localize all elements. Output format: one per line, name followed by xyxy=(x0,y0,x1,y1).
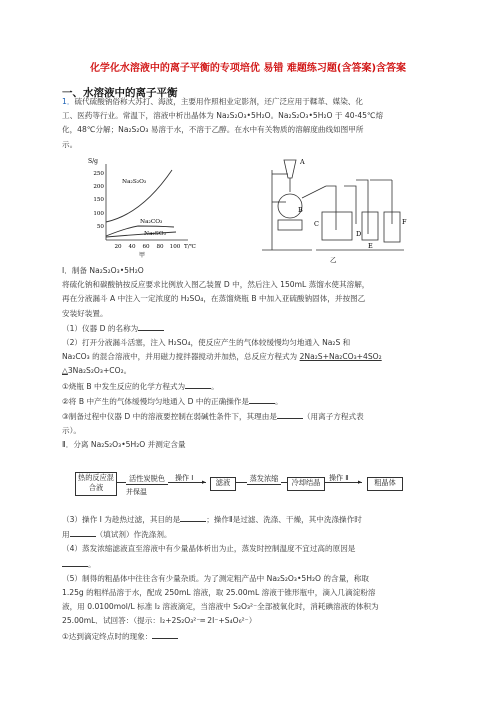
section-heading: 一、水溶液中的离子平衡 xyxy=(62,87,178,99)
equation-end: 。 xyxy=(123,366,132,376)
xtick-20: 20 xyxy=(114,244,122,250)
part-2-questions xyxy=(62,512,434,644)
flow-step-keep-warm: 并保温 xyxy=(126,488,147,496)
flow-step-decolor: 活性炭脱色 xyxy=(126,474,168,485)
graph-ylabel: S/g xyxy=(88,158,98,165)
graph-xticks xyxy=(114,244,180,250)
sub-question-2-c3-tail: （用离子方程式表 xyxy=(302,412,364,422)
label-a: A xyxy=(300,158,305,166)
intro-line-1: 硫代硫酸钠俗称大苏打、海波，主要用作照相业定影剂，还广泛应用于鞣革、媒染、化 xyxy=(74,97,363,106)
flow-box-cool-crystallize: 冷却结晶 xyxy=(287,477,325,491)
sub-question-5-line-3: 液，用 0.0100mol/L 标准 I₂ 溶液滴定，当溶液中 S₂O₃²⁻全部被氧化时，消耗碘溶液的体积为 xyxy=(62,602,379,612)
question-number: 1． xyxy=(62,97,75,106)
flow-op-2: 操作 Ⅱ xyxy=(329,474,349,482)
answer-blank-5[interactable] xyxy=(180,512,206,522)
flow-box-crude-crystal: 粗晶体 xyxy=(367,477,403,491)
answer-blank-6[interactable] xyxy=(70,527,96,537)
sub-question-4-end: 。 xyxy=(88,559,96,569)
sub-question-5-c1: ①达到滴定终点时的现象： xyxy=(62,631,153,641)
sub-question-2-c2: ②将 B 中产生的气体缓慢均匀地通入 D 中的正确操作是 xyxy=(62,396,249,406)
sub-question-5-line-4: 25.00mL．试回答：（提示：I₂+2S₂O₃²⁻═ 2I⁻+S₄O₆²⁻） xyxy=(62,616,257,626)
label-c: C xyxy=(314,220,319,228)
answer-blank-7[interactable] xyxy=(62,557,88,567)
graph-caption: 甲 xyxy=(138,252,146,259)
label-na2co3: Na₂CO₃ xyxy=(140,219,163,225)
ytick-100: 100 xyxy=(93,211,104,217)
ytick-150: 150 xyxy=(93,197,104,203)
intro-line-4: 示。 xyxy=(62,139,78,149)
graph-xlabel: T/℃ xyxy=(184,244,196,250)
part-1-heading: Ⅰ．制备 Na₂S₂O₃•5H₂O xyxy=(62,266,144,275)
answer-blank-2[interactable] xyxy=(185,379,211,389)
sub-question-4: （4）蒸发浓缩滤液直至溶液中有少量晶体析出为止，蒸发时控制温度不宜过高的原因是 xyxy=(62,544,356,554)
sub-question-3: （3）操作 I 为趁热过滤，其目的是 xyxy=(62,515,181,524)
xtick-80: 80 xyxy=(156,244,164,250)
label-b: B xyxy=(298,206,303,214)
document-title: 化学化水溶液中的离子平衡的专项培优 易错 难题练习题(含答案)含答案 xyxy=(89,63,407,74)
xtick-60: 60 xyxy=(142,244,150,250)
sub-question-1: （1）仪器 D 的名称为 xyxy=(62,323,139,333)
ytick-50: 50 xyxy=(96,224,104,230)
flow-box-filtrate: 滤液 xyxy=(210,477,236,491)
ytick-250: 250 xyxy=(93,171,104,177)
part-1: Ⅰ．制备 Na₂S₂O₃•5H₂O 将硫化钠和碳酸钠按反应要求比例放入图乙装置 D 中，然后注入 150mL 蒸馏水使其溶解， 再在分液漏斗 A 中注入一定浓度的 H₂SO₄，在蒸馏烧瓶 B 中加入亚硫酸钠固体，并按图乙 安装好装置。 （1）仪器 D 的名称为 （2）打开分液漏斗活塞，注入 H₂SO₄，使反应产生的气体较缓慢均匀地通入 Na₂S 和 Na₂CO₃ 的混合溶液中，并用磁力搅拌器搅动并加热，总反应方程式为 2Na₂S+Na₂CO₃+4SO₂ △3Na₂S₂O₃+CO₂。 ①烧瓶 B 中发生反应的化学方程式为 。 ②将 B 中产生的气体缓慢均匀地通入 D 中的正确操作是 。 ③制备过程中仪器 D 中的溶液要控制在弱碱性条件下，其理由是 （用离子方程式表 示）。 Ⅱ．分离 Na₂S₂O₃•5H₂O 并测定含量 xyxy=(62,264,434,453)
question-1-intro xyxy=(62,95,434,152)
answer-blank-3[interactable] xyxy=(249,394,275,404)
intro-line-2: 工、医药等行业。常温下，溶液中析出晶体为 Na₂S₂O₃•5H₂O。Na₂S₂O₃•5H₂O 于 40-45℃熔 xyxy=(62,111,384,121)
part-2-heading: Ⅱ．分离 Na₂S₂O₃•5H₂O 并测定含量 xyxy=(62,440,186,450)
equation-left: 2Na₂S+Na₂CO₃+4SO₂ xyxy=(299,352,382,362)
sub-question-2-c3: ③制备过程中仪器 D 中的溶液要控制在弱碱性条件下，其理由是 xyxy=(62,412,277,422)
answer-blank-4[interactable] xyxy=(277,409,303,419)
apparatus-caption: 乙 xyxy=(330,256,337,264)
curve-na2s2o3 xyxy=(106,170,172,222)
intro-line-3: 化，48℃分解；Na₂S₂O₃ 易溶于水，不溶于乙醇。在水中有关物质的溶解度曲线如图甲所 xyxy=(62,125,364,135)
sub-question-3-tail: ；操作Ⅱ是过滤、洗涤、干燥，其中洗涤操作时 xyxy=(206,515,362,524)
flow-box-hot-mixture: 热的反应混合液 xyxy=(75,472,117,496)
answer-blank-8[interactable] xyxy=(152,629,178,639)
sub-question-2-line-2: Na₂CO₃ 的混合溶液中，并用磁力搅拌器搅动并加热，总反应方程式为 xyxy=(62,352,300,362)
xtick-100: 100 xyxy=(169,244,181,250)
heat-symbol: △ xyxy=(62,366,68,376)
sub-question-2-c1: ①烧瓶 B 中发生反应的化学方程式为 xyxy=(62,381,186,391)
sub-question-5-line-2: 1.25g 的粗样品溶于水，配成 250mL 溶液，取 25.00mL 溶液于锥形瓶中，滴入几滴淀粉溶 xyxy=(62,588,376,598)
xtick-40: 40 xyxy=(128,244,136,250)
label-na2s2o3: Na₂S₂O₃ xyxy=(122,179,147,185)
solubility-graph xyxy=(82,156,200,262)
label-f: F xyxy=(402,218,407,226)
graph-yticks xyxy=(93,171,104,230)
process-flowchart: 热的反应混合液 活性炭脱色 并保温 操作 Ⅰ ▸ 滤液 蒸发浓缩 冷却结晶 操作 Ⅱ ▸ 粗晶体 xyxy=(75,470,415,506)
sub-question-2-line-1: （2）打开分液漏斗活塞，注入 H₂SO₄，使反应产生的气体较缓慢均匀地通入 Na₂S 和 xyxy=(62,338,351,348)
part-1-line-2: 再在分液漏斗 A 中注入一定浓度的 H₂SO₄，在蒸馏烧瓶 B 中加入亚硫酸钠固体，并按图乙 xyxy=(62,294,366,304)
flow-op-1: 操作 Ⅰ xyxy=(175,474,194,482)
flow-step-evaporate: 蒸发浓缩 xyxy=(247,474,281,485)
label-e: E xyxy=(368,242,373,250)
label-na2so3: Na₂SO₃ xyxy=(144,231,166,237)
sub-question-5-line-1: （5）制得的粗晶体中往往含有少量杂质。为了测定粗产品中 Na₂S₂O₃•5H₂O 的含量，称取 xyxy=(62,573,369,583)
equation-right: 3Na₂S₂O₃+CO₂ xyxy=(67,366,124,376)
ytick-200: 200 xyxy=(93,184,104,190)
sub-question-3-line-2-tail: （填试剂）作洗涤剂。 xyxy=(95,530,172,540)
apparatus-labels xyxy=(298,158,407,264)
sub-question-2-c3-line-2: 示）。 xyxy=(62,426,81,436)
label-d: D xyxy=(356,230,362,238)
part-1-line-3: 安装好装置。 xyxy=(62,308,108,318)
sub-question-3-line-2: 用 xyxy=(62,530,70,540)
answer-blank-1[interactable] xyxy=(138,321,164,331)
apparatus-diagram xyxy=(252,150,412,266)
part-1-line-1: 将硫化钠和碳酸钠按反应要求比例放入图乙装置 D 中，然后注入 150mL 蒸馏水使其溶解， xyxy=(62,280,370,290)
